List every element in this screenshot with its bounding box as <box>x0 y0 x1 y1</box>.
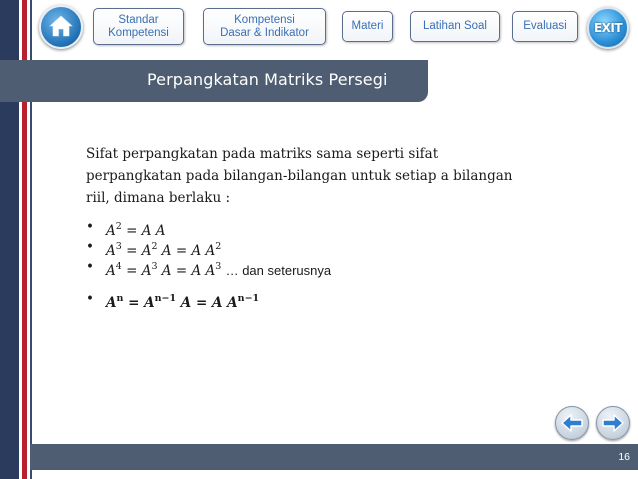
formula-4-exp: n <box>116 293 124 304</box>
nav-materi-button[interactable]: Materi <box>342 11 393 42</box>
formula-4-b-exp: n−1 <box>237 293 260 304</box>
formula-item-3: • $A^4 = A^3$ A = A $A^3$ … dan seterusnya <box>86 257 526 277</box>
nav-kompetensi-dasar-button[interactable] <box>203 8 326 45</box>
formula-4-a-exp: n−1 <box>154 293 177 304</box>
next-slide-button[interactable] <box>596 406 630 440</box>
intro-paragraph: Sifat perpangkatan pada matriks sama seperti sifat perpangkatan pada bilangan-bilangan untuk setiap a bilangan riil, dimana berlaku : <box>86 146 513 206</box>
formula-4-a-base: A <box>144 295 155 311</box>
formula-3-exp: 4 <box>115 261 122 272</box>
formula-2-a-base: A <box>141 243 152 259</box>
formula-3-b-base: A <box>205 263 216 279</box>
nav-standar-kompetensi-button[interactable] <box>93 8 184 45</box>
house-glyph <box>48 13 74 39</box>
nav-standar-line2: Kompetensi <box>108 26 169 39</box>
formula-3-a-tail: A = A <box>161 263 206 279</box>
nav-kompetensi-line2: Dasar & Indikator <box>220 26 309 39</box>
nav-kompetensi-line1: Kompetensi <box>234 13 295 26</box>
formula-item-2: • $A^3 = A^2$ A = A $A^2$ <box>86 237 526 257</box>
formula-item-4: • $A^n = A^{n-1}$ A = A $A^{n-1}$ <box>86 289 526 309</box>
formula-2-base: A <box>106 243 116 259</box>
exit-icon[interactable] <box>587 7 629 49</box>
formula-2-a-tail: A = A <box>161 243 206 259</box>
nav-standar-line1: Standar <box>118 13 159 26</box>
nav-evaluasi-button[interactable]: Evaluasi <box>512 11 578 42</box>
formula-4-b-base: A <box>227 295 238 311</box>
formula-2-b-base: A <box>205 243 216 259</box>
formula-list <box>86 217 526 309</box>
formula-1-exp: 2 <box>115 221 122 232</box>
content-area <box>86 143 526 309</box>
formula-1-base: A <box>106 223 116 239</box>
formula-1-rhs: = A A <box>126 223 166 239</box>
exit-label: EXIT <box>593 21 623 35</box>
formula-3-base: A <box>106 263 116 279</box>
nav-latihan-soal-button[interactable]: Latihan Soal <box>410 11 500 42</box>
footer-bar <box>30 444 638 470</box>
arrow-right-icon <box>601 413 625 433</box>
home-icon[interactable] <box>39 5 83 49</box>
formula-item-1 <box>86 217 526 237</box>
page-title: Perpangkatan Matriks Persegi <box>147 70 388 89</box>
formula-2-a-exp: 2 <box>151 241 158 252</box>
formula-3-b-exp: 3 <box>215 261 222 272</box>
formula-3-suffix: … dan seterusnya <box>225 263 332 278</box>
previous-slide-button[interactable] <box>555 406 589 440</box>
formula-3-a-base: A <box>141 263 152 279</box>
formula-4-a-tail: A = A <box>180 295 228 311</box>
page-number: 16 <box>618 451 630 463</box>
formula-2-exp: 3 <box>115 241 122 252</box>
formula-3-a-exp: 3 <box>151 261 158 272</box>
arrow-left-icon <box>560 413 584 433</box>
formula-2-b-exp: 2 <box>215 241 222 252</box>
formula-4-base: A <box>106 295 117 311</box>
